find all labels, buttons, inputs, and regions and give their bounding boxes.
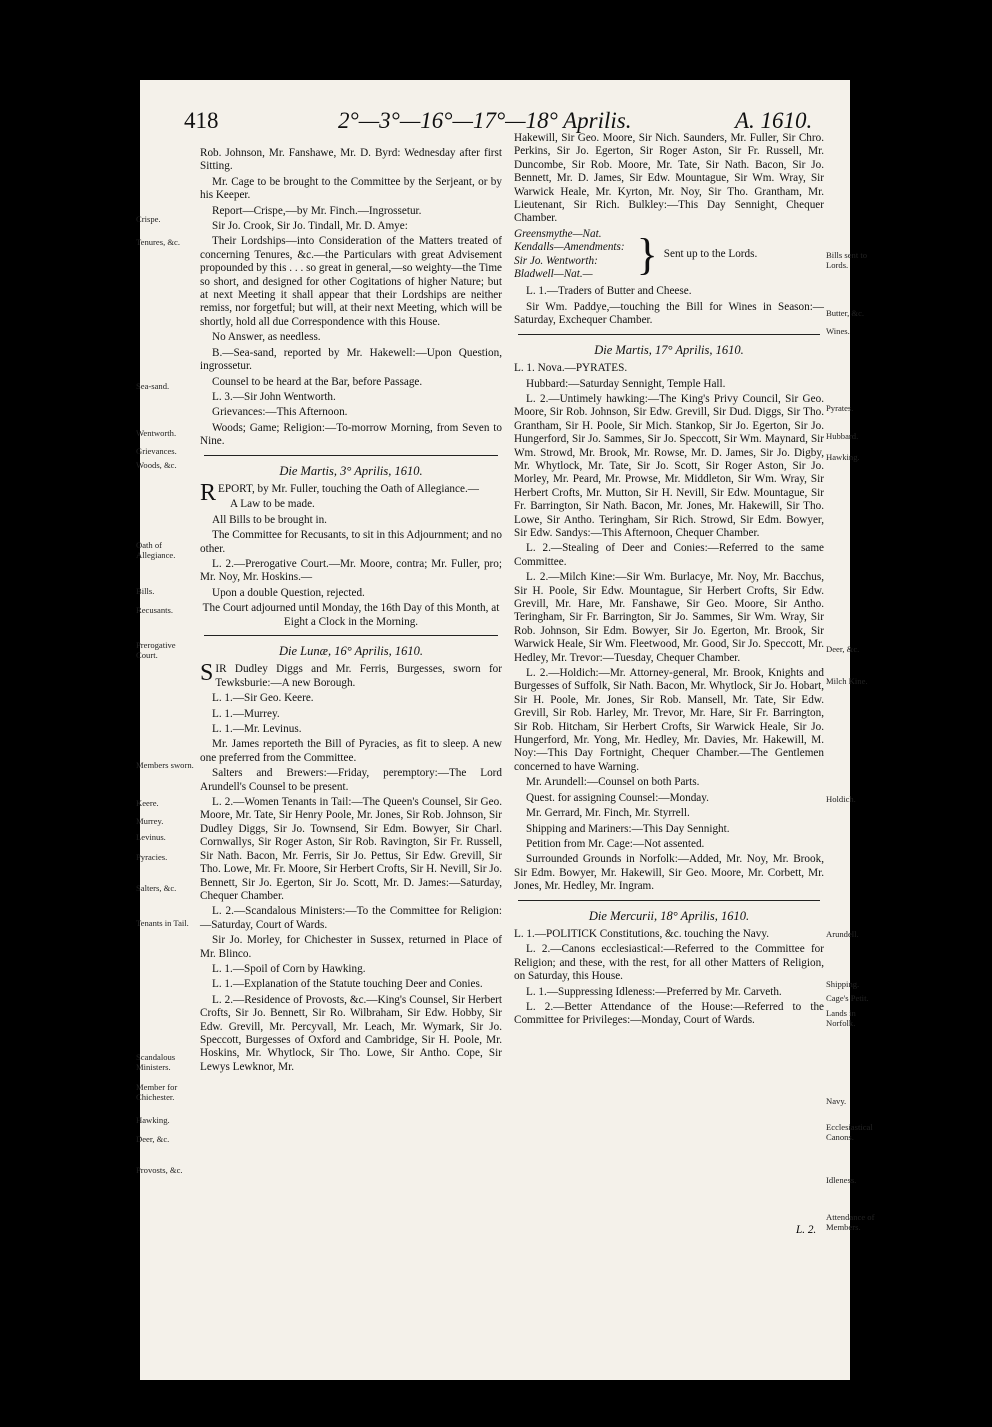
margin-note: Keere. [136,798,159,808]
paragraph: L. 2.—Scandalous Ministers:—To the Committee for Religion:—Saturday, Court of Wards. [200,905,502,931]
margin-note: Crispe. [136,214,161,224]
paragraph: Mr. Arundell:—Counsel on both Parts. [526,776,700,789]
paragraph: L. 1.—Suppressing Idleness:—Preferred by Mr. Carveth. [526,985,782,998]
paragraph: L. 1.—Traders of Butter and Cheese. [526,285,692,298]
margin-note: Grievances. [136,446,177,456]
paragraph: Mr. Cage to be brought to the Committee by the Serjeant, or by his Keeper. [200,175,502,202]
margin-note: Hubbard. [826,431,859,441]
margin-note: Levinus. [136,832,166,842]
paragraph: Surrounded Grounds in Norfolk:—Added, Mr. Noy, Mr. Brook, Sir Edm. Bowyer, Mr. Hakewill, Sir Geo. Moore, Mr. Corbett, Mr. Jones, Mr. Hedley, Mr. Ingram. [514,853,824,893]
margin-note: Deer, &c. [136,1134,170,1144]
paragraph: Sir Wm. Paddye,—touching the Bill for Wines in Season:—Saturday, Exchequer Chamber. [514,300,824,327]
margin-note: Provosts, &c. [136,1165,183,1175]
margin-note: Ecclesiastical Canons. [826,1122,873,1142]
margin-note: Members sworn. [136,760,194,770]
margin-note: Member for Chichester. [136,1082,178,1102]
margin-note: Tenures, &c. [136,237,181,247]
brace-icon: } [636,229,658,279]
paragraph: L. 2.—Stealing of Deer and Conies:—Referred to the same Committee. [514,542,824,568]
paragraph: L. 2.—Women Tenants in Tail:—The Queen's Counsel, Sir Geo. Moore, Mr. Tate, Sir Henry Poole, Mr. Jones, Sir Rob. Johnson, Sir Dudley Diggs, Sir Jo. Townsend, Sir Edm. Bowyer, Sir Charl. Cornwallys, Sir Roger Aston, Sir Rob. Ravington, Sir Fr. Russell, Sir Nath. Bacon, Mr. Ferris, Sir Jo. Pettus, Sir Edw. Grevill, Sir Tho. Lowe, Mr. Fr. Moore, Sir Herbert Crofts, Sir H. Nevill, Sir Jo. Bennett, Sir Jo. Egerton, Sir Jo. Scott, Mr. D. James:—Saturday, Chequer Chamber. [200,796,502,902]
margin-note: Prerogative Court. [136,640,176,660]
paragraph: No Answer, as needless. [212,331,321,344]
margin-note: Lands in Norfolk. [826,1008,856,1028]
paragraph [200,660,502,690]
day-heading: Die Martis, 17° Aprilis, 1610. [594,342,744,357]
brace-text: Sent up to the Lords. [663,247,758,260]
paragraph: L. 3.—Sir John Wentworth. [212,390,336,403]
margin-note: Sea-sand. [136,381,170,391]
paragraph: Upon a double Question, rejected. [212,586,365,599]
bill-name: Bladwell—Nat.— [514,268,593,281]
paragraph: Hubbard:—Saturday Sennight, Temple Hall. [526,377,726,390]
paragraph: L. 2.—Milch Kine:—Sir Wm. Burlacye, Mr. Noy, Mr. Bacchus, Sir H. Poole, Sir Edw. Mountague, Sir Herbert Crofts, Sir Edw. Grevill, Mr. Hare, Mr. Fanshawe, Sir Geo. Moore, Sir Antho. Teringham, Sir Fr. Barrington, Sir Jo. Sammes, Sir Wm. Wray, Sir Rob. Johnson, Sir Edm. Bowyer, Sir Jo. Egerton, Mr. Brook, Sir Warwick Heale, Sir Wm. Fleetwood, Mr. Good, Sir Jo. Speccott, Mr. Hedley, Mr. Trevor:—Tuesday, Chequer Chamber. [514,571,824,664]
margin-note: Holdich. [826,794,856,804]
margin-note: Wentworth. [136,428,177,438]
paragraph-text: IR Dudley Diggs and Mr. Ferris, Burgesses, sworn for Tewksburie:—A new Borough. [215,663,502,689]
margin-note: Salters, &c. [136,883,177,893]
margin-note: Idleness. [826,1175,857,1185]
bills-sent-list [514,228,824,282]
paragraph: Petition from Mr. Cage:—Not assented. [526,837,705,850]
margin-note: Hawking. [826,452,860,462]
paragraph: L. 1.—Murrey. [212,707,280,720]
paragraph: L. 2.—Canons ecclesiastical:—Referred to the Committee for Religion; and these, with the rest, for all other Matters of Religion, on Saturday, this House. [514,943,824,983]
margin-note: Recusants. [136,605,173,615]
bill-name: Greensmythe—Nat. [514,227,602,240]
paragraph: Quest. for assigning Counsel:—Monday. [526,791,709,804]
margin-note: Cage's Petit. [826,993,869,1003]
paragraph: L. 2.—Prerogative Court.—Mr. Moore, contra; Mr. Fuller, pro; Mr. Noy, Mr. Hoskins.— [200,557,502,584]
margin-note: Hawking. [136,1115,170,1125]
paragraph: Mr. James reporteth the Bill of Pyracies, as fit to sleep. A new one preferred from the Committee. [200,738,502,764]
paragraph: Sir Jo. Crook, Sir Jo. Tindall, Mr. D. Amye: [212,220,408,233]
paragraph: Grievances:—This Afternoon. [212,406,348,419]
page-dates: 2°—3°—16°—17°—18° Aprilis. [338,108,632,133]
paragraph: Their Lordships—into Consideration of the Matters treated of concerning Tenures, &c.—the Particulars with great Advisement propounded by this . . . so great in general,—so weighty—the Time so short, and designed for other Cogitations of higher Nature; but at next Meeting it shall appear that their Lordships are neither remiss, nor forgetful; but will, at their next Meeting, which will be shortly, hold all due Correspondence with this House. [200,235,502,328]
paragraph: Sir Jo. Morley, for Chichester in Sussex, returned in Place of Mr. Blinco. [200,934,502,960]
paragraph: Mr. Gerrard, Mr. Finch, Mr. Styrrell. [526,807,690,820]
paragraph: A Law to be made. [230,498,315,511]
paragraph: Shipping and Mariners:—This Day Sennight. [526,822,730,835]
paragraph: Woods; Game; Religion:—To-morrow Morning, from Seven to Nine. [200,421,502,448]
paragraph: L. 2.—Untimely hawking:—The King's Privy Council, Sir Geo. Moore, Sir Rob. Johnson, Sir Edw. Grevill, Sir Dud. Diggs, Sir Tho. Grantham, Sir H. Poole, Sir Mich. Stankop, Sir Jo. Egerton, Sir Jo. Hungerford, Sir Jo. Sammes, Sir Jo. Speccott, Sir Wm. Maynard, Sir Wm. Strowd, Mr. Brook, Mr. Rowse, Mr. D. James, Sir Jo. Digby, Mr. Whytlock, Mr. Tate, Sir Jo. Scott, Sir Roger Aston, Sir Jo. Morley, Mr. Peard, Mr. Prowse, Mr. Middleton, Sir Wm. Wray, Sir Herbert Crofts, Mr. Mutton, Sir H. Nevill, Sir Edw. Mountague, Sir Fr. Barrington, Sir Nath. Bacon, Mr. Jones, Mr. Hakewill, Sir Tho. Lowe, Sir Antho. Teringham, Sir Rich. Strowd, Sir Edm. Bowyer, Sir Edw. Sandys:—This Afternoon, Chequer Chamber. [514,392,824,539]
day-heading: Die Lunæ, 16° Aprilis, 1610. [278,644,424,658]
margin-note: Shipping. [826,979,860,989]
paragraph-text: EPORT, by Mr. Fuller, touching the Oath of Allegiance.— [218,482,479,495]
margin-note: Pyracies. [136,852,168,862]
margin-note: Attendance of Members. [826,1212,875,1232]
paragraph: L. 2.—Residence of Provosts, &c.—King's Counsel, Sir Herbert Crofts, Sir Jo. Bennett, Sir Ro. Wilbraham, Sir Edw. Hobby, Sir Edw. Grevill, Mr. Percyvall, Mr. Leach, Mr. Wymark, Sir Jo. Speccott, Burgesses of Oxford and Cambridge, Sir H. Poole, Mr. Hoskins, Mr. Whytlock, Sir Tho. Lowe, Sir Antho. Cope, Sir Lewys Lewknor, Mr. [200,993,502,1073]
paragraph: Report—Crispe,—by Mr. Finch.—Ingrossetur. [212,204,422,217]
margin-note: Oath of Allegiance. [136,540,176,560]
margin-note: Navy. [826,1096,847,1106]
bill-names [514,228,625,282]
paragraph: L. 1.—Spoil of Corn by Hawking. [212,962,366,975]
right-column [514,132,824,1030]
catchword: L. 2. [796,1224,817,1236]
paragraph: L. 2.—Holdich:—Mr. Attorney-general, Mr. Brook, Knights and Burgesses of Suffolk, Sir Nath. Bacon, Mr. Whytlock, Sir Jo. Hobart, Sir H. Poole, Mr. Jones, Sir Rob. Mansell, Mr. Tate, Sir Edw. Grevill, Sir Rob. Harley, Mr. Trevor, Mr. Hare, Sir Fr. Barrington, Sir Rob. Hitcham, Sir Herbert Crofts, Sir Warwick Heale, Sir Jo. Hungerford, Mr. Yong, Mr. Hedley, Mr. Davies, Mr. Hakewill, M. Noy:—This Day Fortnight, Chequer Chamber.—The Gentlemen concerned to have Warning. [514,667,824,773]
day-heading: Die Martis, 3° Aprilis, 1610. [279,463,423,478]
paragraph: L. 1.—Sir Geo. Keere. [212,692,314,705]
paragraph: All Bills to be brought in. [212,513,327,526]
day-heading: Die Mercurii, 18° Aprilis, 1610. [588,908,750,923]
margin-note: Bills. [136,586,155,596]
paragraph: Salters and Brewers:—Friday, peremptory:—The Lord Arundell's Counsel to be present. [200,767,502,793]
paragraph: Rob. Johnson, Mr. Fanshawe, Mr. D. Byrd: Wednesday after first Sitting. [200,147,502,173]
margin-note: Murrey. [136,816,164,826]
section-rule [204,635,498,637]
section-rule [518,900,820,902]
left-column [200,147,502,1076]
paragraph: L. 1. Nova.—PYRATES. [514,362,628,375]
section-rule [518,334,820,336]
bill-name: Kendalls—Amendments: [514,241,625,254]
drop-cap: S [200,660,214,687]
paragraph: Hakewill, Sir Geo. Moore, Sir Nich. Saunders, Mr. Fuller, Sir Chro. Perkins, Sir Jo. Egerton, Sir Roger Aston, Sir Fr. Russell, Mr. Duncombe, Sir Rob. Moore, Mr. Tate, Sir Nath. Bacon, Sir Jo. Bennett, Mr. D. James, Sir Edw. Mountague, Sir Wm. Wray, Sir Warwick Heale, Mr. Kyrton, Mr. Noy, Sir Tho. Grantham, Mr. Lieutenant, Sir Rich. Bulkley:—This Day Sennight, Chequer Chamber. [514,132,824,225]
margin-note: Scandalous Ministers. [136,1052,176,1072]
margin-note: Pyrates. [826,403,854,413]
margin-note: Wines. [826,326,850,336]
margin-note: Butter, &c. [826,308,865,318]
paragraph: L. 1.—Mr. Levinus. [212,723,302,736]
paragraph: L. 1.—POLITICK Constitutions, &c. touching the Navy. [514,927,770,940]
paragraph: The Court adjourned until Monday, the 16th Day of this Month, at Eight a Clock in the Morning. [202,602,500,628]
paragraph: L. 1.—Explanation of the Statute touching Deer and Conies. [212,978,483,991]
bill-name: Sir Jo. Wentworth: [514,254,598,267]
margin-note: Milch Kine. [826,676,868,686]
page-number: 418 [184,108,219,133]
paragraph: L. 2.—Better Attendance of the House:—Referred to the Committee for Privileges:—Monday, Court of Wards. [514,1000,824,1027]
margin-note: Tenants in Tail. [136,918,189,928]
drop-cap: R [200,479,217,506]
margin-note: Arundell. [826,929,859,939]
paragraph: B.—Sea-sand, reported by Mr. Hakewell:—Upon Question, ingrossetur. [200,346,502,373]
margin-note: Woods, &c. [136,460,177,470]
paragraph: The Committee for Recusants, to sit in this Adjournment; and no other. [200,529,502,555]
margin-note: Bills sent to Lords. [826,250,868,270]
paragraph: Counsel to be heard at the Bar, before Passage. [212,375,423,388]
section-rule [204,455,498,457]
margin-note: Deer, &c. [826,644,860,654]
page-year: A. 1610. [735,108,813,133]
